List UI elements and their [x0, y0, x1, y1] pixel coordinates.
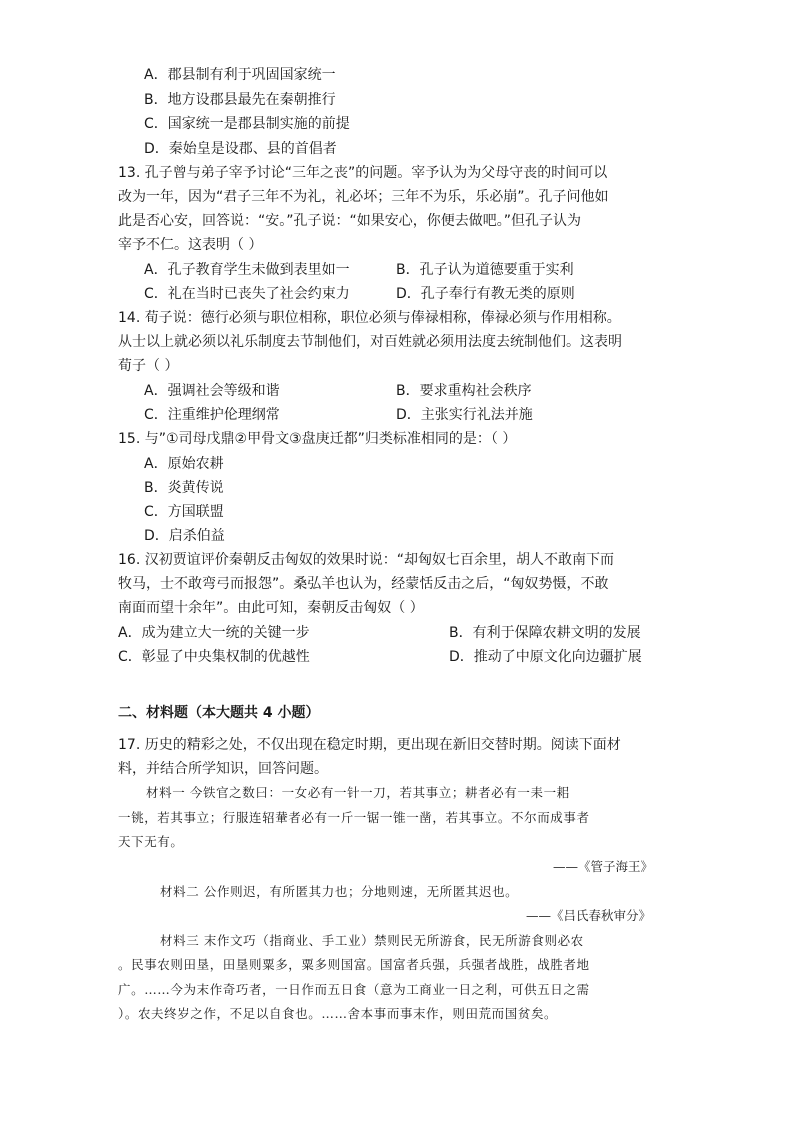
material-3-line-3: 广。……今为末作奇巧者，一日作而五日食（意为工商业一日之利，可供五日之需	[118, 982, 590, 997]
q12-option-b: B．地方设郡县最先在秦朝推行	[144, 92, 336, 108]
q15-option-d: D．启杀伯益	[144, 528, 225, 544]
q15-option-b: B．炎黄传说	[144, 480, 224, 496]
q12-option-a: A．郡县制有利于巩固国家统一	[144, 67, 336, 83]
material-3-line-2: 。民事农则田垦，田垦则粟多，粟多则国富。国富者兵强，兵强者战胜，战胜者地	[118, 957, 590, 972]
q14-stem-line-3: 荀子（ ）	[118, 358, 179, 374]
q12-option-c: C．国家统一是郡县制实施的前提	[144, 116, 350, 132]
q14-option-b: B．要求重构社会秩序	[396, 383, 532, 399]
q17-stem-line-1: 17. 历史的精彩之处，不仅出现在稳定时期，更出现在新旧交替时期。阅读下面材	[118, 737, 621, 753]
q12-option-d: D．秦始皇是设郡、县的首倡者	[144, 141, 337, 157]
q14-stem-line-1: 14. 荀子说：德行必须与职位相称，职位必须与俸禄相称，俸禄必须与作用相称。	[118, 310, 621, 326]
q17-stem-line-2: 料，并结合所学知识，回答问题。	[118, 761, 328, 777]
q13-option-c: C．礼在当时已丧失了社会约束力	[144, 286, 350, 302]
q14-option-a: A．强调社会等级和谐	[144, 383, 280, 399]
q15-option-a: A．原始农耕	[144, 456, 224, 472]
q14-option-d: D．主张实行礼法并施	[396, 407, 533, 423]
q13-option-a: A．孔子教育学生未做到表里如一	[144, 262, 350, 278]
material-1-source: ——《管子海王》	[553, 859, 654, 874]
q16-option-d: D．推动了中原文化向边疆扩展	[449, 649, 642, 665]
q14-option-c: C．注重维护伦理纲常	[144, 407, 280, 423]
section-heading: 二、材料题（本大题共 4 小题）	[118, 705, 320, 721]
q16-stem-line-2: 牧马，士不敢弯弓而报怨”。桑弘羊也认为，经蒙恬反击之后，“匈奴势慑，不敢	[118, 576, 609, 592]
q13-stem-line-3: 此是否心安，回答说：“安。”孔子说：“如果安心，你便去做吧。”但孔子认为	[118, 213, 582, 229]
q13-stem-line-4: 宰予不仁。这表明（ ）	[118, 237, 263, 253]
material-1-line-1: 材料一 今铁官之数曰：一女必有一针一刀，若其事立；耕者必有一耒一耜	[146, 785, 570, 800]
material-3-line-1: 材料三 末作文巧（指商业、手工业）禁则民无所游食，民无所游食则必农	[160, 933, 584, 948]
q15-option-c: C．方国联盟	[144, 504, 224, 520]
q16-option-a: A．成为建立大一统的关键一步	[118, 625, 310, 641]
material-2-source: ——《吕氏春秋审分》	[526, 908, 652, 923]
q14-stem-line-2: 从士以上就必须以礼乐制度去节制他们，对百姓就必须用法度去统制他们。这表明	[118, 334, 622, 350]
material-3-line-4: ）。农夫终岁之作，不足以自食也。……舍本事而事末作，则田荒而国贫矣。	[118, 1006, 558, 1021]
material-2-line-1: 材料二 公作则迟，有所匿其力也；分地则速，无所匿其迟也。	[160, 884, 519, 899]
q13-option-b: B．孔子认为道德要重于实利	[396, 262, 574, 278]
q13-stem-line-1: 13. 孔子曾与弟子宰予讨论“三年之丧”的问题。宰予认为为父母守丧的时间可以	[118, 165, 608, 181]
q13-option-d: D．孔子奉行有教无类的原则	[396, 286, 575, 302]
q16-option-b: B．有利于保障农耕文明的发展	[449, 625, 641, 641]
q15-stem-line-1: 15. 与”①司母戊鼎②甲骨文③盘庚迁都”归类标准相同的是：（ ）	[118, 431, 517, 447]
q16-stem-line-1: 16. 汉初贾谊评价秦朝反击匈奴的效果时说：“却匈奴七百余里，胡人不敢南下而	[118, 552, 614, 568]
q16-option-c: C．彰显了中央集权制的优越性	[118, 649, 310, 665]
material-1-line-3: 天下无有。	[118, 834, 184, 849]
q13-stem-line-2: 改为一年，因为“君子三年不为礼，礼必坏；三年不为乐，乐必崩”。孔子问他如	[118, 189, 609, 205]
q16-stem-line-3: 南面而望十余年”。由此可知，秦朝反击匈奴（ ）	[118, 600, 424, 616]
material-1-line-2: 一铫，若其事立；行服连轺輂者必有一斤一锯一锥一凿，若其事立。不尔而成事者	[118, 810, 590, 825]
